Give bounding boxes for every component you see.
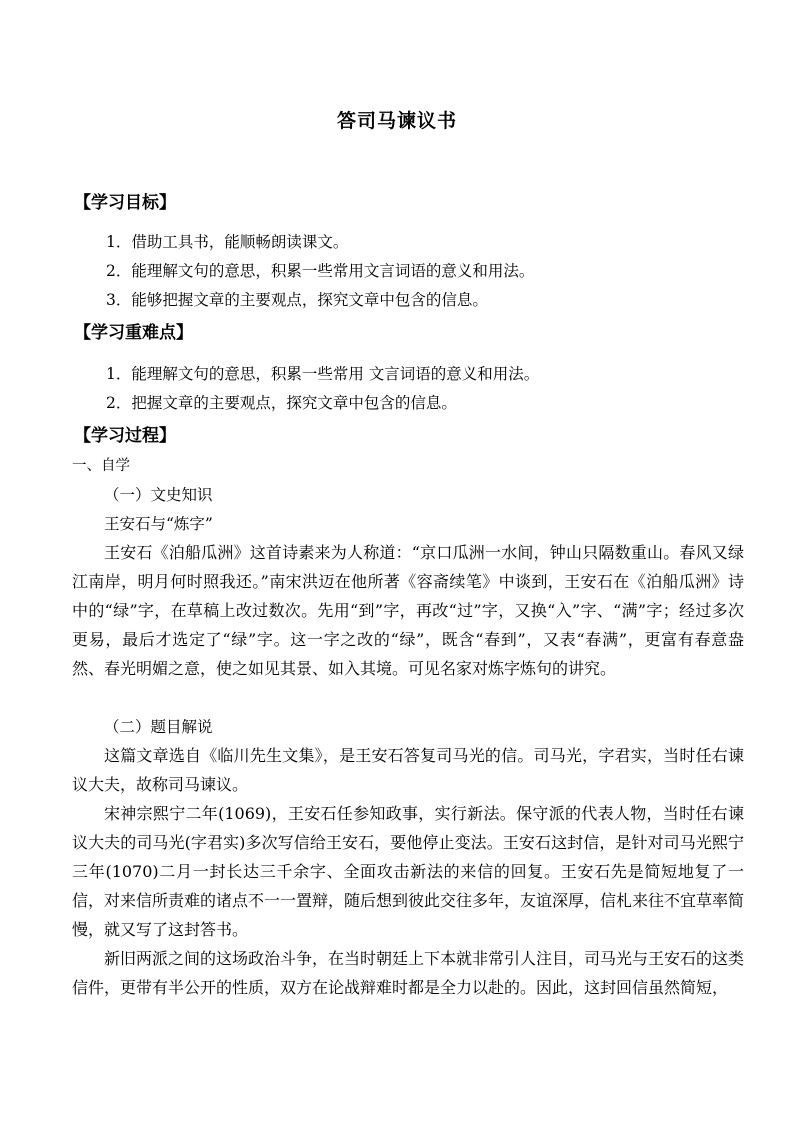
paragraph-text: 王安石《泊船瓜洲》这首诗素来为人称道：“京口瓜洲一水间，钟山只隔数重山。春风又绿江南岸，明月何时照我还。”南宋洪迈在他所著《容斋续笔》中谈到，王安石在《泊船瓜洲》诗中的“绿”字，在草稿上改过数次。先用“到”字，再改“过”字，又换“入”字、“满”字；经过多次更易，最后才选定了“绿”字。这一字之改的“绿”，既含“春到”，又表“春满”，更富有春意盎然、春光明媚之意，使之如见其景、如入其境。可见名家对炼字炼句的讲究。 bbox=[72, 543, 744, 678]
paragraph-text: 宋神宗熙宁二年(1069)，王安石任参知政事，实行新法。保守派的代表人物，当时任右谏议大夫的司马光(字君实)多次写信给王安石，要他停止变法。王安石这封信，是针对司马光熙宁三年(1070)二月一封长达三千余字、全面攻击新法的来信的回复。王安石先是简短地复了一信，对来信所责难的诸点不一一置辩，随后想到彼此交往多年，友谊深厚，信札来往不宜草率简慢，就又写了这封答书。 bbox=[72, 804, 745, 939]
key-point-item-2: 2．把握文章的主要观点，探究文章中包含的信息。 bbox=[106, 394, 457, 412]
document-title: 答司马谏议书 bbox=[336, 110, 457, 132]
paragraph-text: 新旧两派之间的这场政治斗争，在当时朝廷上下本就非常引人注目，司马光与王安石的这类信件，更带有半公开的性质，双方在论战辩难时都是全力以赴的。因此，这封回信虽然简短， bbox=[72, 949, 745, 997]
key-point-item-1: 1．能理解文句的意思，积累一些常用 文言词语的意义和用法。 bbox=[106, 365, 540, 383]
paragraph-text: 这篇文章选自《临川先生文集》，是王安石答复司马光的信。司马光，字君实，当时任右谏议大夫，故称司马谏议。 bbox=[72, 746, 744, 794]
goals-heading: 【学习目标】 bbox=[74, 193, 176, 213]
paragraph-political-struggle bbox=[72, 944, 744, 1002]
process-heading: 【学习过程】 bbox=[74, 426, 176, 446]
goal-item-3: 3．能够把握文章的主要观点，探究文章中包含的信息。 bbox=[106, 291, 488, 309]
paragraph-background bbox=[72, 799, 744, 944]
part-self-study: 一、自学 bbox=[72, 458, 130, 474]
paragraph-source bbox=[72, 741, 744, 799]
paragraph-lianzi bbox=[72, 538, 744, 683]
key-points-heading: 【学习重难点】 bbox=[74, 323, 193, 343]
subsection-literary-knowledge: （一）文史知识 bbox=[104, 486, 213, 504]
goal-item-1: 1．借助工具书，能顺畅朗读课文。 bbox=[106, 233, 349, 251]
subsection-topic: 王安石与“炼字” bbox=[104, 515, 213, 533]
goal-item-2: 2．能理解文句的意思，积累一些常用文言词语的意义和用法。 bbox=[106, 262, 535, 280]
subsection-title-explanation: （二）题目解说 bbox=[104, 718, 213, 736]
